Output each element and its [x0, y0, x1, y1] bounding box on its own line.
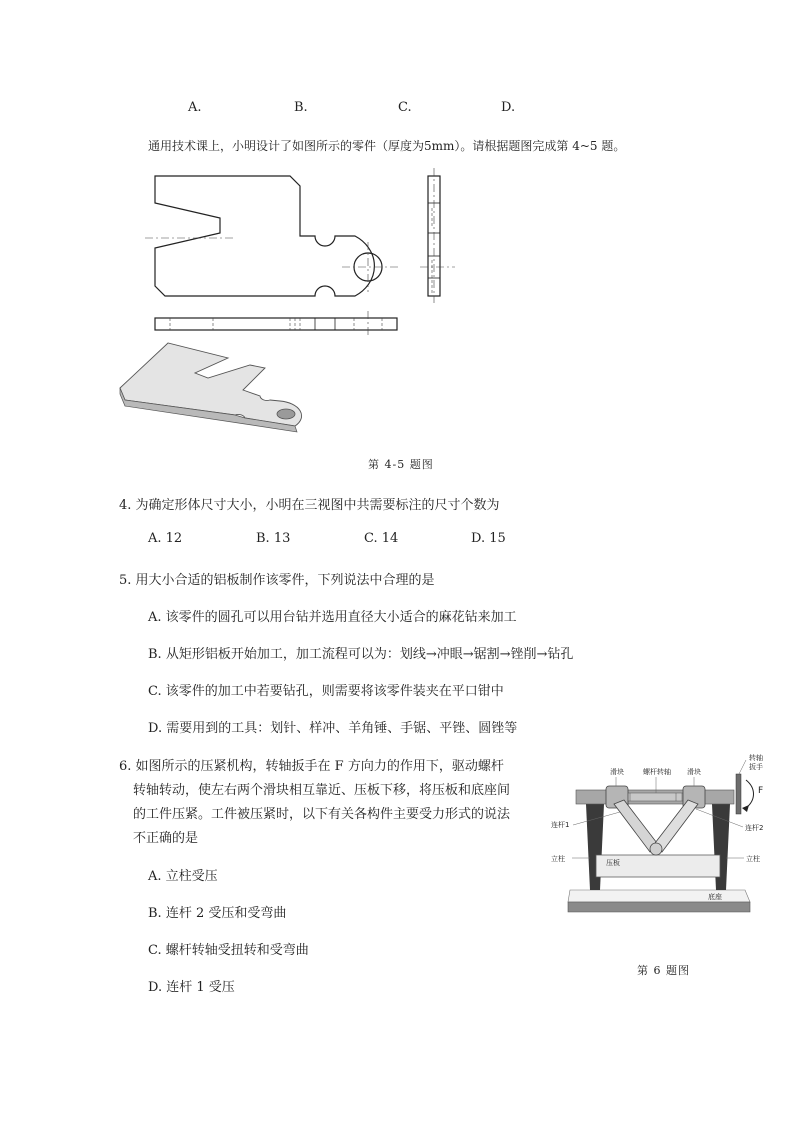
q6-stem-line-3: 的工件压紧。工件被压紧时，以下有关各构件主要受力形式的说法: [133, 807, 511, 822]
force-arrow: [746, 780, 754, 808]
label-screw-shaft: 螺杆转轴: [643, 768, 671, 776]
label-link1: 连杆1: [551, 821, 570, 829]
figure-6: [548, 752, 778, 917]
label-press-plate: 压板: [606, 859, 620, 867]
top-option-a: A.: [188, 100, 202, 115]
top-option-b: B.: [294, 100, 308, 115]
figure-4-5: [110, 168, 470, 438]
label-handle-line1: 转轴: [749, 754, 763, 762]
q4-stem: 4. 为确定形体尺寸大小，小明在三视图中共需要标注的尺寸个数为: [119, 498, 500, 513]
q5-option-d: D. 需要用到的工具：划针、样冲、羊角锤、手锯、平锉、圆锉等: [148, 721, 518, 736]
q4-option-b: B. 13: [256, 531, 291, 546]
label-column-right: 立柱: [746, 855, 760, 863]
label-force: F: [758, 786, 764, 796]
q6-stem-line-4: 不正确的是: [133, 831, 199, 846]
label-base: 底座: [708, 893, 722, 901]
label-handle-line2: 扳手: [749, 763, 763, 771]
q6-option-c: C. 螺杆转轴受扭转和受弯曲: [148, 943, 309, 958]
isometric-view: [120, 343, 302, 432]
label-link2: 连杆2: [745, 824, 764, 832]
q6-option-d: D. 连杆 1 受压: [148, 980, 235, 995]
intro-text: 通用技术课上，小明设计了如图所示的零件（厚度为5mm）。请根据题图完成第 4~5 题。: [148, 139, 626, 153]
q6-option-b: B. 连杆 2 受压和受弯曲: [148, 906, 287, 921]
label-slider-right: 滑块: [687, 768, 701, 776]
q5-option-a: A. 该零件的圆孔可以用台钻并选用直径大小适合的麻花钻来加工: [148, 610, 517, 625]
figure-6-caption: 第 6 题图: [637, 964, 690, 977]
q4-option-d: D. 15: [471, 531, 506, 546]
handle-shape: [736, 774, 741, 814]
q5-option-c: C. 该零件的加工中若要钻孔，则需要将该零件装夹在平口钳中: [148, 684, 504, 699]
q5-stem: 5. 用大小合适的铝板制作该零件，下列说法中合理的是: [119, 573, 435, 588]
label-slider-left: 滑块: [610, 768, 624, 776]
q6-option-a: A. 立柱受压: [148, 869, 218, 884]
q4-option-a: A. 12: [148, 531, 183, 546]
q4-option-c: C. 14: [364, 531, 399, 546]
figure-4-5-caption: 第 4-5 题图: [368, 458, 434, 471]
top-option-c: C.: [398, 100, 412, 115]
label-column-left: 立柱: [551, 855, 565, 863]
q6-stem-line-1: 6. 如图所示的压紧机构，转轴扳手在 F 方向力的作用下，驱动螺杆: [119, 759, 504, 774]
q5-option-b: B. 从矩形铝板开始加工，加工流程可以为：划线→冲眼→锯割→锉削→钻孔: [148, 647, 574, 662]
top-view: [155, 318, 397, 330]
front-view-outline: [155, 176, 374, 296]
top-option-d: D.: [501, 100, 516, 115]
base-block: [568, 890, 750, 902]
q6-stem-line-2: 转轴转动，使左右两个滑块相互靠近、压板下移，将压板和底座间: [133, 783, 511, 798]
